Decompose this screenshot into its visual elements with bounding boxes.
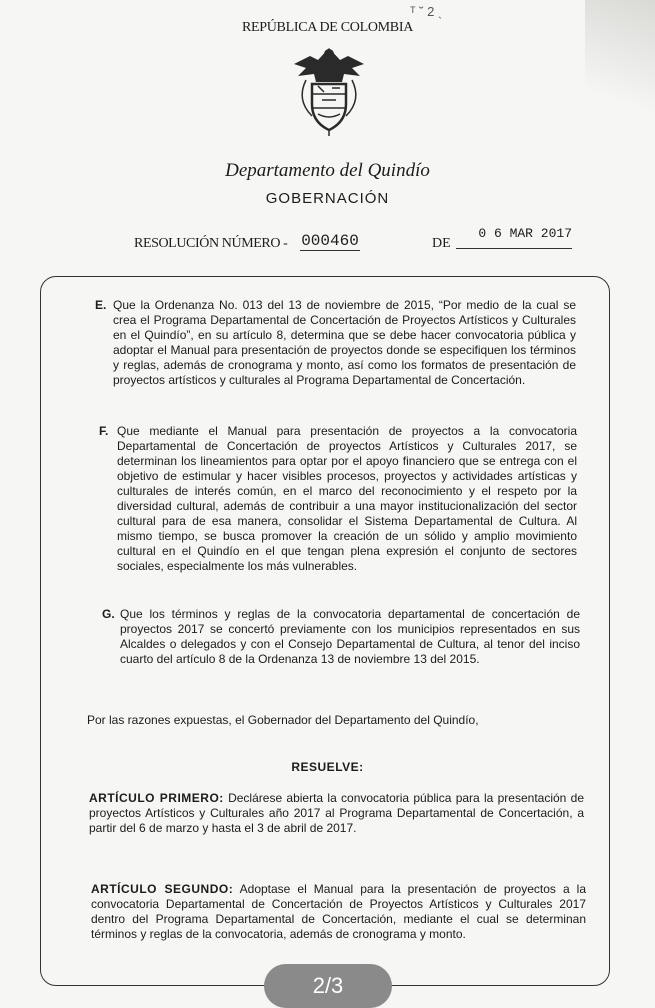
resolution-line [134,226,584,258]
page-indicator: 2/3 [264,964,392,1008]
consideration-letter: F. [99,424,109,438]
consideration-e [95,298,576,388]
consideration-letter: E. [95,298,107,312]
consideration-letter: G. [102,607,115,621]
resolution-date: 0 6 MAR 2017 [456,226,572,249]
consideration-f [99,424,577,574]
coat-of-arms-icon [288,42,370,138]
article-first [89,791,584,836]
article-label: ARTÍCULO PRIMERO: [89,791,224,805]
reasons-text: Por las razones expuestas, el Gobernador del Departamento del Quindío, [87,713,479,727]
consideration-g [102,607,580,667]
article-second [91,882,586,942]
article-text: Adoptase el Manual para la presentación de proyectos a la convocatoria Departamental de Concertación de Proyectos Artísticos y Culturales 2017 dentro del Programa Departamental de Concertación, mediante el cual se determinan términos y reglas de la convocatoria, además de cronograma y monto. [91,882,587,941]
article-text: Declárese abierta la convocatoria pública para la presentación de proyectos Artísticos y Culturales año 2017 al Programa Departamental de Concertación, a partir del 6 de marzo y hasta el 3 de abril de 2017. [89,791,584,835]
consideration-text: Que los términos y reglas de la convocatoria departamental de concertación de proyectos 2017 se concertó previamente con los municipios representados en sus Alcaldes o delegados y con el Consejo Departamental de Cultura, al tenor del inciso cuarto del artículo 8 de la Ordenanza 13 de noviembre 13 del 2015. [120,607,580,666]
resolves-heading: RESUELVE: [291,760,364,774]
resolution-number-label: RESOLUCIÓN NÚMERO - [134,236,288,251]
corner-handwritten-mark: ᵀ ˘ 2 ˎ [410,4,443,19]
government-heading: GOBERNACIÓN [265,190,390,207]
resolution-date-label: DE [432,236,451,251]
department-name: Departamento del Quindío [225,160,430,181]
resolution-number: 000460 [301,232,359,250]
consideration-text: Que la Ordenanza No. 013 del 13 de noviembre de 2015, “Por medio de la cual se crea el Programa Departamental de Concertación de Proyectos Artísticos y Culturales en el Quindío”, en su artículo 8, determina que se debe hacer convocatoria pública y adoptar el Manual para presentación de proyectos donde se especifiquen los términos y reglas, además de cronograma y monto, así como los formatos de presentación de proyectos artísticos y culturales al Programa Departamental de Concertación. [113,298,576,387]
article-label: ARTÍCULO SEGUNDO: [91,882,234,896]
consideration-text: Que mediante el Manual para presentación de proyectos a la convocatoria Departamental de Concertación de proyectos Artísticos y Culturales 2017, se determinan los lineamientos para optar por el apoyo financiero que se entrega con el objetivo de estimular y hacer visibles procesos, proyectos y actividades artísticas y culturales de interés común, en el marco del reconocimiento y el respeto por la diversidad cultural, además de contribuir a una mayor institucionalización del sector cultural para de esa manera, consolidar el Sistema Departamental de Cultura. Al mismo tiempo, se busca promover la creación de un sólido y amplio movimiento cultural en el Quindío en el que tengan plena expresión el conjunto de sectores sociales, especialmente los más vulnerables. [117,424,577,573]
country-heading: REPÚBLICA DE COLOMBIA [241,20,414,35]
